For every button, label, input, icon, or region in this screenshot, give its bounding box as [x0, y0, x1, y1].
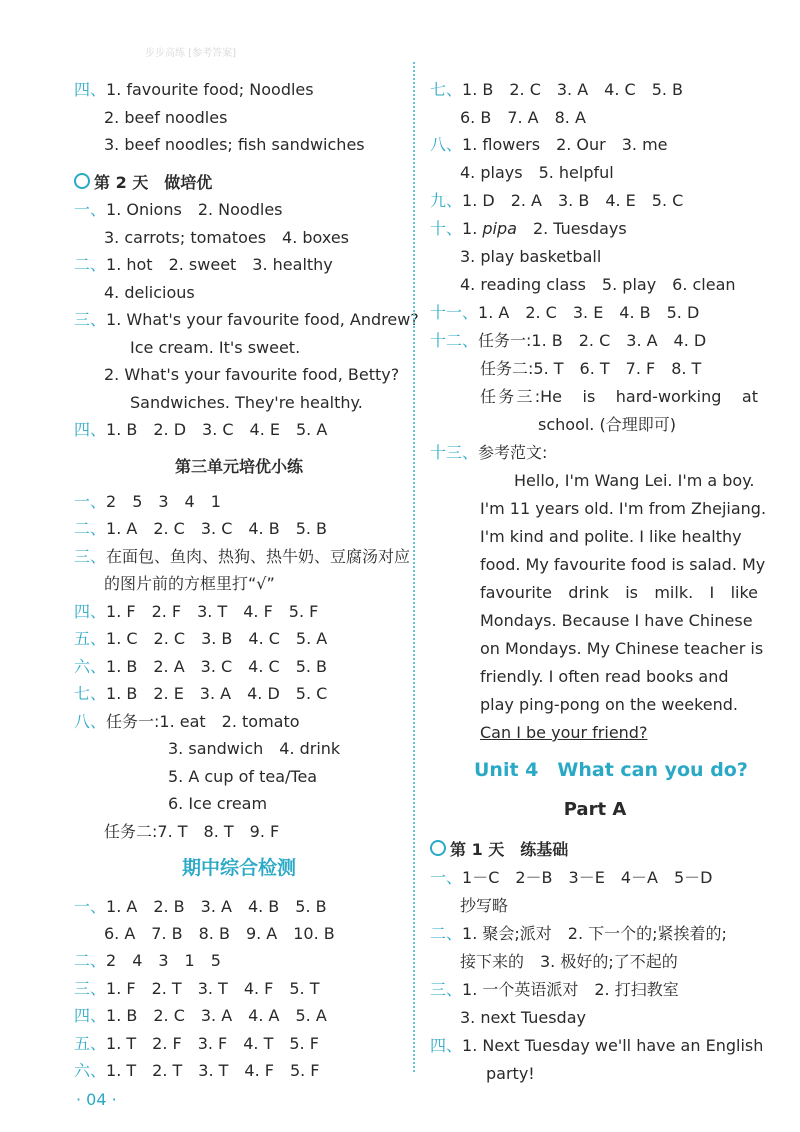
question-marker: 二、	[74, 951, 107, 970]
answer-line: 九、1. D 2. A 3. B 4. E 5. C	[430, 191, 684, 210]
answer-line: 三、1. What's your favourite food, Andrew?	[74, 310, 419, 329]
question-marker: 十三、	[430, 443, 479, 462]
answer-line: 一、2 5 3 4 1	[74, 492, 221, 511]
answer-line: 二、1. 聚会;派对 2. 下一个的;紧挨着的;	[430, 924, 727, 943]
answer-line: 四、1. B 2. C 3. A 4. A 5. A	[74, 1006, 327, 1025]
section-heading: 第 1 天 练基础	[430, 838, 568, 864]
answer-line: Hello, I'm Wang Lei. I'm a boy.	[514, 471, 755, 490]
unit-title: Unit 4 What can you do?	[474, 759, 748, 781]
answer-line: 6. B 7. A 8. A	[460, 108, 586, 127]
answer-line: 接下来的 3. 极好的;了不起的	[460, 952, 678, 971]
question-marker: 四、	[430, 1036, 463, 1055]
question-marker: 三、	[430, 980, 463, 999]
answer-line: 十二、任务一:1. B 2. C 3. A 4. D	[430, 331, 707, 350]
answer-line: 三、在面包、鱼肉、热狗、热牛奶、豆腐汤对应	[74, 547, 411, 566]
question-marker: 八、	[74, 712, 107, 731]
answer-line: 一、1－C 2－B 3－E 4－A 5－D	[430, 868, 713, 887]
answer-line: 4. plays 5. helpful	[460, 163, 614, 182]
circle-bullet-icon	[74, 173, 90, 189]
question-marker: 七、	[430, 80, 463, 99]
running-header: 步步高练 [参考答案]	[145, 48, 236, 59]
answer-line: 七、1. B 2. C 3. A 4. C 5. B	[430, 80, 684, 99]
answer-line: 十、1. pipa 2. Tuesdays	[430, 219, 627, 238]
answer-line: 四、1. F 2. F 3. T 4. F 5. F	[74, 602, 319, 621]
question-marker: 三、	[74, 547, 107, 566]
circle-bullet-icon	[430, 840, 446, 856]
answer-line: 三、1. 一个英语派对 2. 打扫教室	[430, 980, 679, 999]
answer-line: 六、1. T 2. T 3. T 4. F 5. F	[74, 1061, 320, 1080]
answer-line: 3. carrots; tomatoes 4. boxes	[104, 228, 350, 247]
answer-line: 6. Ice cream	[168, 794, 268, 813]
answer-line: 3. next Tuesday	[460, 1008, 586, 1027]
answer-line: 二、1. A 2. C 3. C 4. B 5. B	[74, 519, 328, 538]
answer-line: 二、2 4 3 1 5	[74, 951, 221, 970]
test-title: 期中综合检测	[181, 857, 296, 879]
question-marker: 二、	[74, 519, 107, 538]
answer-line: Sandwiches. They're healthy.	[130, 393, 363, 412]
question-marker: 一、	[74, 200, 107, 219]
question-marker: 五、	[74, 629, 107, 648]
answer-line: 二、1. hot 2. sweet 3. healthy	[74, 255, 333, 274]
question-marker: 六、	[74, 657, 107, 676]
answer-line: 十一、1. A 2. C 3. E 4. B 5. D	[430, 303, 700, 322]
page-number: · 04 ·	[76, 1090, 117, 1109]
answer-line: 抄写略	[460, 896, 509, 915]
question-marker: 五、	[74, 1034, 107, 1053]
answer-line: school. (合理即可)	[538, 415, 676, 434]
answer-line: play ping-pong on the weekend.	[480, 695, 739, 714]
answer-line: 5. A cup of tea/Tea	[168, 767, 318, 786]
question-marker: 十、	[430, 219, 463, 238]
answer-line: 五、1. T 2. F 3. F 4. T 5. F	[74, 1034, 319, 1053]
question-marker: 一、	[430, 868, 463, 887]
answer-line: 四、1. favourite food; Noodles	[74, 80, 314, 99]
answer-line: 4. delicious	[104, 283, 195, 302]
question-marker: 七、	[74, 684, 107, 703]
answer-line: 八、1. flowers 2. Our 3. me	[430, 135, 668, 154]
question-marker: 一、	[74, 897, 107, 916]
question-marker: 二、	[74, 255, 107, 274]
answer-line: 八、任务一:1. eat 2. tomato	[74, 712, 300, 731]
answer-line: 3. play basketball	[460, 247, 602, 266]
answer-line: 一、1. Onions 2. Noodles	[74, 200, 283, 219]
section-heading: 第 2 天 做培优	[74, 171, 212, 197]
section-heading: 第三单元培优小练	[174, 457, 303, 476]
question-marker: 三、	[74, 310, 107, 329]
question-marker: 九、	[430, 191, 463, 210]
answer-line: 五、1. C 2. C 3. B 4. C 5. A	[74, 629, 328, 648]
answer-line: party!	[486, 1064, 535, 1083]
answer-line: 任务二:7. T 8. T 9. F	[104, 822, 280, 841]
answer-line: 四、1. B 2. D 3. C 4. E 5. A	[74, 420, 328, 439]
answer-line: food. My favourite food is salad. My	[480, 555, 766, 574]
answer-line: 2. beef noodles	[104, 108, 228, 127]
question-marker: 一、	[74, 492, 107, 511]
answer-line: Can I be your friend?	[480, 723, 648, 742]
question-marker: 十二、	[430, 331, 479, 350]
question-marker: 四、	[74, 1006, 107, 1025]
answer-line: Ice cream. It's sweet.	[130, 338, 301, 357]
answer-line: favourite drink is milk. I like	[480, 583, 758, 602]
answer-line: 七、1. B 2. E 3. A 4. D 5. C	[74, 684, 328, 703]
part-title: Part A	[563, 799, 627, 820]
answer-line: 4. reading class 5. play 6. clean	[460, 275, 736, 294]
answer-line: I'm kind and polite. I like healthy	[480, 527, 742, 546]
answer-line: 任务三:He is hard-working at	[480, 387, 758, 406]
answer-line: Mondays. Because I have Chinese	[480, 611, 753, 630]
answer-line: 3. beef noodles; fish sandwiches	[104, 135, 365, 154]
answer-line: 的图片前的方框里打“√”	[104, 574, 275, 593]
question-marker: 二、	[430, 924, 463, 943]
question-marker: 八、	[430, 135, 463, 154]
question-marker: 十一、	[430, 303, 479, 322]
column-divider	[413, 62, 415, 1072]
question-marker: 四、	[74, 80, 107, 99]
answer-line: 3. sandwich 4. drink	[168, 739, 341, 758]
answer-line: 四、1. Next Tuesday we'll have an English	[430, 1036, 764, 1055]
answer-line: 六、1. B 2. A 3. C 4. C 5. B	[74, 657, 328, 676]
answer-line: friendly. I often read books and	[480, 667, 729, 686]
answer-line: 6. A 7. B 8. B 9. A 10. B	[104, 924, 335, 943]
question-marker: 六、	[74, 1061, 107, 1080]
answer-line: 三、1. F 2. T 3. T 4. F 5. T	[74, 979, 320, 998]
answer-line: 一、1. A 2. B 3. A 4. B 5. B	[74, 897, 327, 916]
question-marker: 四、	[74, 602, 107, 621]
answer-line: 2. What's your favourite food, Betty?	[104, 365, 400, 384]
answer-line: on Mondays. My Chinese teacher is	[480, 639, 764, 658]
answer-line: I'm 11 years old. I'm from Zhejiang.	[480, 499, 767, 518]
question-marker: 四、	[74, 420, 107, 439]
answer-line: 任务二:5. T 6. T 7. F 8. T	[480, 359, 702, 378]
answer-line: 十三、参考范文:	[430, 443, 548, 462]
question-marker: 三、	[74, 979, 107, 998]
